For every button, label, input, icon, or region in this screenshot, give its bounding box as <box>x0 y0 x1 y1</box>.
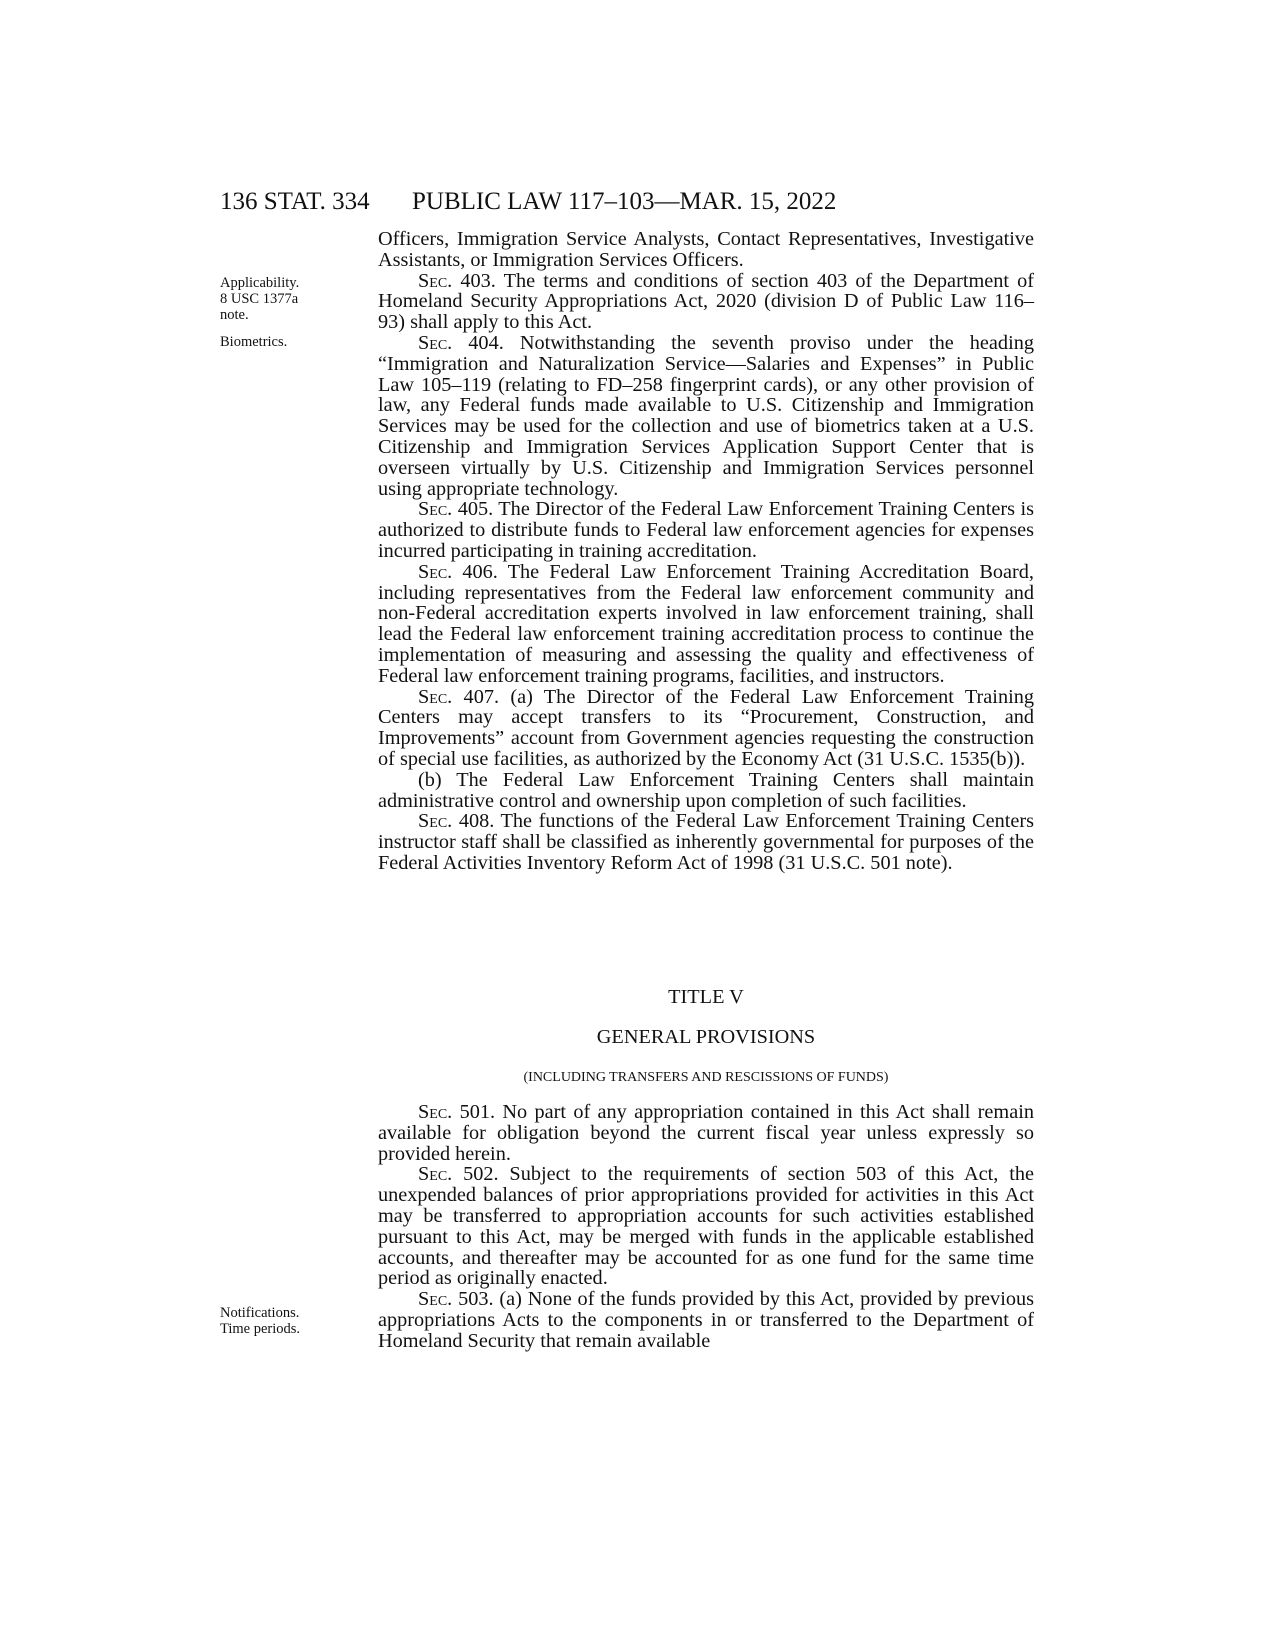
section-label: Sec. <box>418 560 453 583</box>
page-header <box>0 188 1275 218</box>
section-503 <box>378 1289 1034 1351</box>
section-text: 503. (a) None of the funds provided by this Act, provided by previous appropriations Acts to the components in or transferred to the Department of Homeland Security that remain available <box>378 1288 1034 1352</box>
margin-note-notifications: Notifications. Time periods. <box>220 1305 301 1337</box>
section-407-b: (b) The Federal Law Enforcement Training Centers shall maintain administrative control and ownership upon completion of such facilities. <box>378 768 1034 812</box>
margin-note-applicability: Applicability. 8 USC 1377a note. <box>220 275 300 323</box>
section-text: 406. The Federal Law Enforcement Training Accreditation Board, including representatives from the Federal law enforcement community and non-Federal accreditation experts involved in law enforcement training, shall lead the Federal law enforcement training accreditation process to continue the implementation of measuring and assessing the quality and effectiveness of Federal law enforcement training programs, facilities, and instructors. <box>378 560 1034 687</box>
section-404 <box>378 333 1034 499</box>
section-501 <box>378 1102 1034 1164</box>
section-502 <box>378 1164 1034 1289</box>
section-408 <box>378 811 1034 873</box>
section-text: 404. Notwithstanding the seventh proviso under the heading “Immigration and Naturalization Service—Salaries and Expenses” in Public Law 105–119 (relating to FD–258 fingerprint cards), or any other provision of law, any Federal funds made available to U.S. Citizenship and Immigration Services may be used for the collection and use of biometrics taken at a U.S. Citizenship and Immigration Services Application Support Center that is overseen virtually by U.S. Citizenship and Immigration Services personnel using appropriate technology. <box>378 331 1034 500</box>
section-label: Sec. <box>418 685 453 708</box>
continued-paragraph: Officers, Immigration Service Analysts, Contact Representatives, Investigative Assistants, or Immigration Services Officers. <box>378 228 1034 271</box>
transfers-rescissions-subheading: (INCLUDING TRANSFERS AND RESCISSIONS OF FUNDS) <box>523 1070 889 1085</box>
section-label: Sec. <box>418 1163 453 1186</box>
section-label: Sec. <box>418 331 453 354</box>
section-label: Sec. <box>418 810 453 833</box>
section-label: Sec. <box>418 269 453 292</box>
section-text: 408. The functions of the Federal Law Enforcement Training Centers instructor staff shall be classified as inherently governmental for purposes of the Federal Activities Inventory Reform Act of 1998 (31 U.S.C. 501 note). <box>378 810 1034 874</box>
general-provisions-heading: GENERAL PROVISIONS <box>596 1026 816 1048</box>
section-text: 502. Subject to the requirements of section 503 of this Act, the unexpended balances of prior appropriations provided for activities in this Act may be transferred to appropriation accounts for such activities established pursuant to this Act, may be merged with funds in the applicable established accounts, and thereafter may be accounted for as one fund for the same time period as originally enacted. <box>378 1163 1034 1290</box>
statute-page-number: 136 STAT. 334 <box>220 188 370 215</box>
section-text: 405. The Director of the Federal Law Enforcement Training Centers is authorized to distribute funds to Federal law enforcement agencies for expenses incurred participating in training accreditation. <box>378 498 1034 562</box>
section-block-title-v <box>378 1102 1034 1352</box>
section-block-title-iv <box>378 229 1034 874</box>
section-label: Sec. <box>418 1288 453 1311</box>
section-label: Sec. <box>418 1101 453 1123</box>
section-403 <box>378 271 1034 333</box>
section-407-a <box>378 687 1034 770</box>
section-405 <box>378 499 1034 561</box>
title-v-heading: TITLE V <box>668 986 744 1008</box>
section-text: 501. No part of any appropriation contained in this Act shall remain available for obligation beyond the current fiscal year unless expressly so provided herein. <box>378 1101 1034 1165</box>
section-406 <box>378 562 1034 687</box>
section-label: Sec. <box>418 498 453 521</box>
section-text: 407. (a) The Director of the Federal Law Enforcement Training Centers may accept transfers to its “Procurement, Construction, and Improvements” account from Government agencies requesting the construction of special use facilities, as authorized by the Economy Act (31 U.S.C. 1535(b)). <box>378 685 1034 770</box>
margin-note-biometrics: Biometrics. <box>220 334 288 350</box>
public-law-title: PUBLIC LAW 117–103—MAR. 15, 2022 <box>412 188 837 215</box>
section-text: 403. The terms and conditions of section 403 of the Department of Homeland Security Appropriations Act, 2020 (division D of Public Law 116–93) shall apply to this Act. <box>378 269 1034 334</box>
